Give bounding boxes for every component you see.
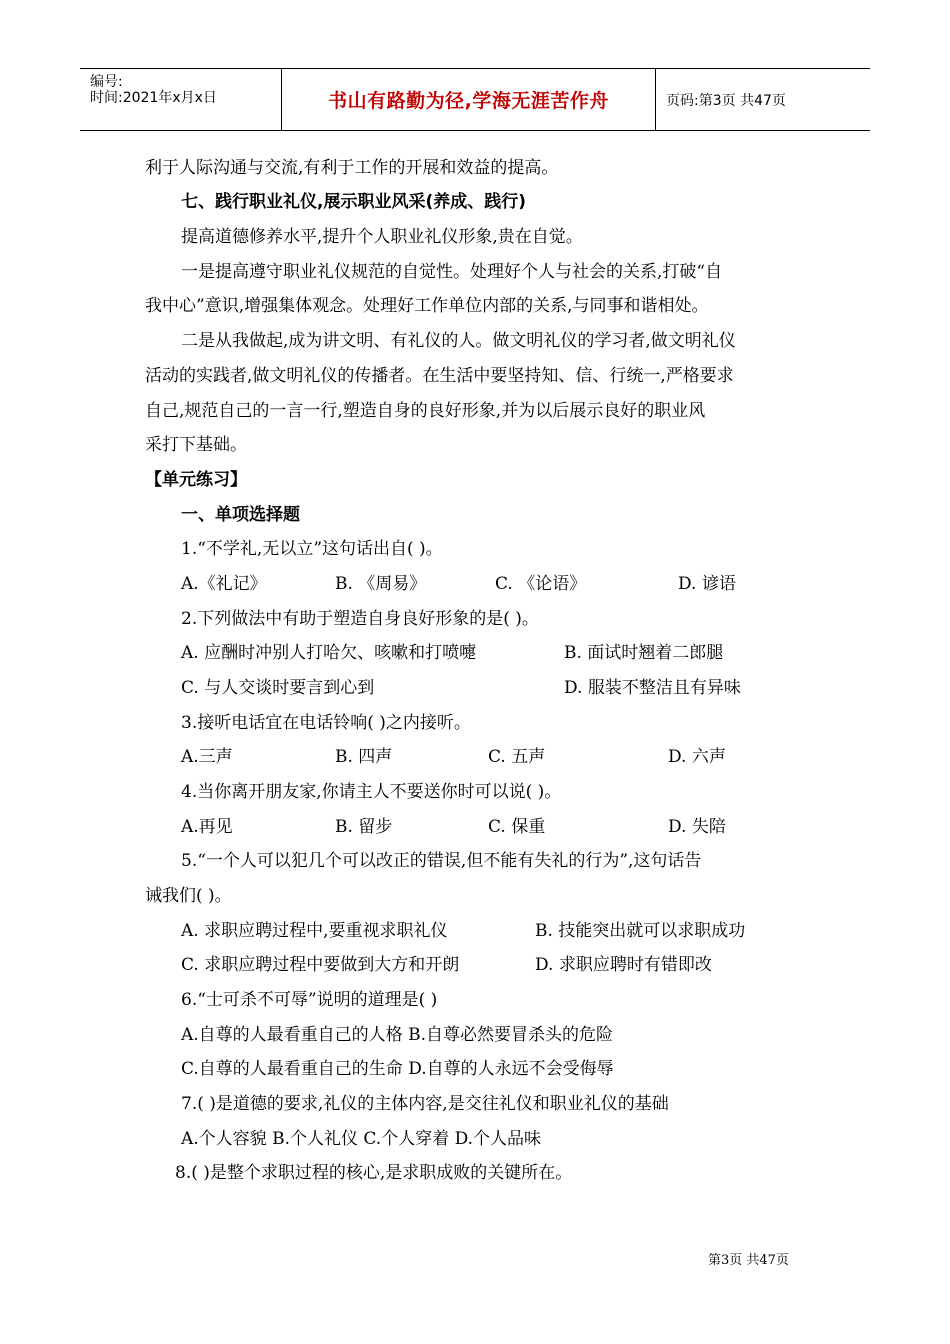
option-a: A. 应酬时冲别人打哈欠、咳嗽和打喷嚏 <box>181 643 477 663</box>
question-5-continuation: 诫我们( )。 <box>145 886 232 906</box>
question-8: 8.( )是整个求职过程的核心,是求职成败的关键所在。 <box>175 1163 573 1183</box>
option-d: D. 谚语 <box>678 574 736 594</box>
option-c: C. 五声 <box>488 747 546 767</box>
option-a: A.再见 <box>181 817 233 837</box>
option-d: D. 失陪 <box>668 817 726 837</box>
option-b: B. 面试时翘着二郎腿 <box>564 643 724 663</box>
header-motto: 书山有路勤为径,学海无涯苦作舟 <box>328 90 609 112</box>
question-2: 2.下列做法中有助于塑造自身良好形象的是( )。 <box>181 609 539 629</box>
header-center-cell <box>281 69 656 130</box>
option-a: A. 求职应聘过程中,要重视求职礼仪 <box>181 921 448 941</box>
option-d: D. 服装不整洁且有异味 <box>564 678 741 698</box>
option-d: D. 求职应聘时有错即改 <box>535 955 712 975</box>
paragraph-line: 活动的实践者,做文明礼仪的传播者。在生活中要坚持知、信、行统一,严格要求 <box>145 366 734 386</box>
option-c: C. 求职应聘过程中要做到大方和开朗 <box>181 955 460 975</box>
option-c: C. 与人交谈时要言到心到 <box>181 678 375 698</box>
question-5: 5.“一个人可以犯几个可以改正的错误,但不能有失礼的行为”,这句话告 <box>181 851 702 871</box>
options-abcd: A.个人容貌 B.个人礼仪 C.个人穿着 D.个人品味 <box>181 1129 542 1149</box>
document-time-label: 时间:2021年x月x日 <box>90 90 217 106</box>
paragraph-line: 一是提高遵守职业礼仪规范的自觉性。处理好个人与社会的关系,打破“自 <box>181 262 723 282</box>
paragraph-line: 采打下基础。 <box>145 435 247 455</box>
question-4: 4.当你离开朋友家,你请主人不要送你时可以说( )。 <box>181 782 562 802</box>
options-ab: A.自尊的人最看重自己的人格 B.自尊必然要冒杀头的危险 <box>181 1025 613 1045</box>
option-b: B. 《周易》 <box>335 574 427 594</box>
paragraph-line: 利于人际沟通与交流,有利于工作的开展和效益的提高。 <box>145 158 559 178</box>
option-a: A.三声 <box>181 747 233 767</box>
paragraph-line: 自己,规范自己的一言一行,塑造自身的良好形象,并为以后展示良好的职业风 <box>145 401 706 421</box>
paragraph-line: 二是从我做起,成为讲文明、有礼仪的人。做文明礼仪的学习者,做文明礼仪 <box>181 331 736 351</box>
option-a: A.《礼记》 <box>181 574 267 594</box>
option-b: B. 留步 <box>335 817 393 837</box>
document-header <box>80 68 870 131</box>
question-6: 6.“士可杀不可辱”说明的道理是( ) <box>181 990 438 1010</box>
document-number-label: 编号: <box>90 74 123 90</box>
paragraph-line: 我中心”意识,增强集体观念。处理好工作单位内部的关系,与同事和谐相处。 <box>145 296 709 316</box>
unit-exercise-heading: 【单元练习】 <box>145 470 247 490</box>
option-d: D. 六声 <box>668 747 726 767</box>
paragraph-line: 提高道德修养水平,提升个人职业礼仪形象,贵在自觉。 <box>181 227 583 247</box>
section-heading: 七、践行职业礼仪,展示职业风采(养成、践行) <box>181 192 526 212</box>
options-cd: C.自尊的人最看重自己的生命 D.自尊的人永远不会受侮辱 <box>181 1059 614 1079</box>
question-7: 7.( )是道德的要求,礼仪的主体内容,是交往礼仪和职业礼仪的基础 <box>181 1094 669 1114</box>
option-c: C. 保重 <box>488 817 546 837</box>
question-1: 1.“不学礼,无以立”这句话出自( )。 <box>181 539 443 559</box>
page-footer: 第3页 共47页 <box>708 1253 789 1268</box>
option-b: B. 四声 <box>335 747 393 767</box>
question-3: 3.接听电话宜在电话铃响( )之内接听。 <box>181 713 471 733</box>
question-type-heading: 一、单项选择题 <box>181 505 300 525</box>
option-c: C. 《论语》 <box>495 574 587 594</box>
option-b: B. 技能突出就可以求职成功 <box>535 921 746 941</box>
header-right-cell <box>656 69 870 130</box>
header-left-cell <box>80 69 281 130</box>
header-page-code: 页码:第3页 共47页 <box>666 92 786 109</box>
